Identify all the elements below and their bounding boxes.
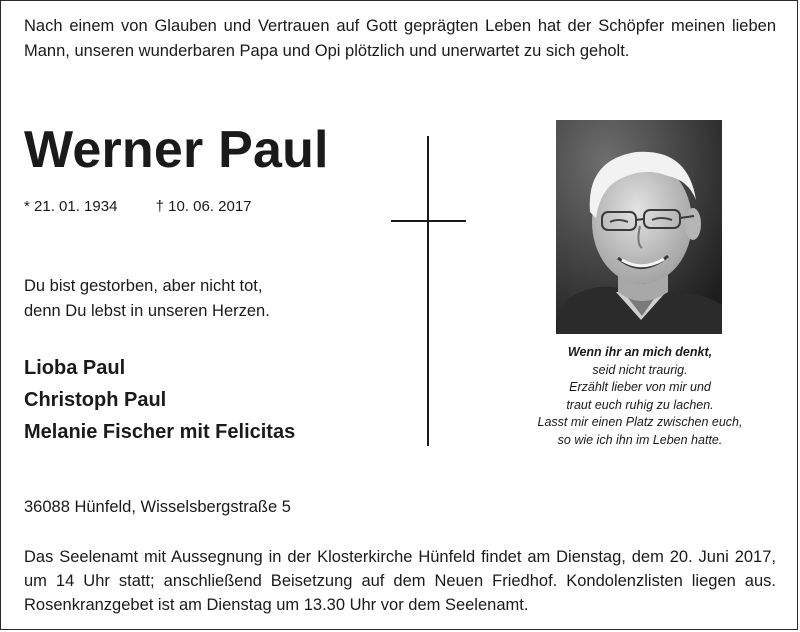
deceased-name: Werner Paul (24, 121, 329, 179)
intro-text: Nach einem von Glauben und Vertrauen auf Gott geprägten Leben hat der Schöpfer meinen lieben Mann, unseren wunderbaren Papa und Opi plötzlich und unerwartet zu sich geholt. (24, 17, 776, 60)
death-date: † 10. 06. 2017 (155, 198, 252, 215)
poem-line: traut euch ruhig zu lachen. (566, 397, 714, 412)
poem-line: so wie ich ihn im Leben hatte. (557, 432, 723, 447)
poem-line: Lasst mir einen Platz zwischen euch, (537, 415, 743, 429)
poem-line: seid nicht traurig. (592, 362, 688, 377)
cross-icon (427, 136, 429, 446)
life-dates (24, 197, 252, 217)
family-member: Christoph Paul (24, 389, 167, 411)
family-list (24, 352, 295, 448)
birth-date: * 21. 01. 1934 (24, 198, 118, 215)
poem (516, 344, 764, 449)
address: 36088 Hünfeld, Wisselsbergstraße 5 (24, 498, 291, 516)
memorial-quote (24, 274, 270, 324)
service-info: Das Seelenamt mit Aussegnung in der Klosterkirche Hünfeld findet am Dienstag, dem 20. Juni 2017, um 14 Uhr statt; anschließend Beisetzung auf dem Neuen Friedhof. Kondolenzlisten liegen aus. Rosenkranzgebet ist am Dienstag um 13.30 Uhr vor dem Seelenamt. (24, 548, 776, 614)
quote-line: Du bist gestorben, aber nicht tot, (24, 277, 263, 295)
family-member: Melanie Fischer mit Felicitas (24, 421, 296, 443)
poem-line: Erzählt lieber von mir und (569, 380, 711, 394)
portrait-photo (556, 120, 722, 334)
quote-line: denn Du lebst in unseren Herzen. (24, 302, 270, 320)
family-member: Lioba Paul (24, 357, 126, 379)
poem-line: Wenn ihr an mich denkt, (567, 345, 713, 359)
cross-icon-bar (391, 220, 466, 222)
